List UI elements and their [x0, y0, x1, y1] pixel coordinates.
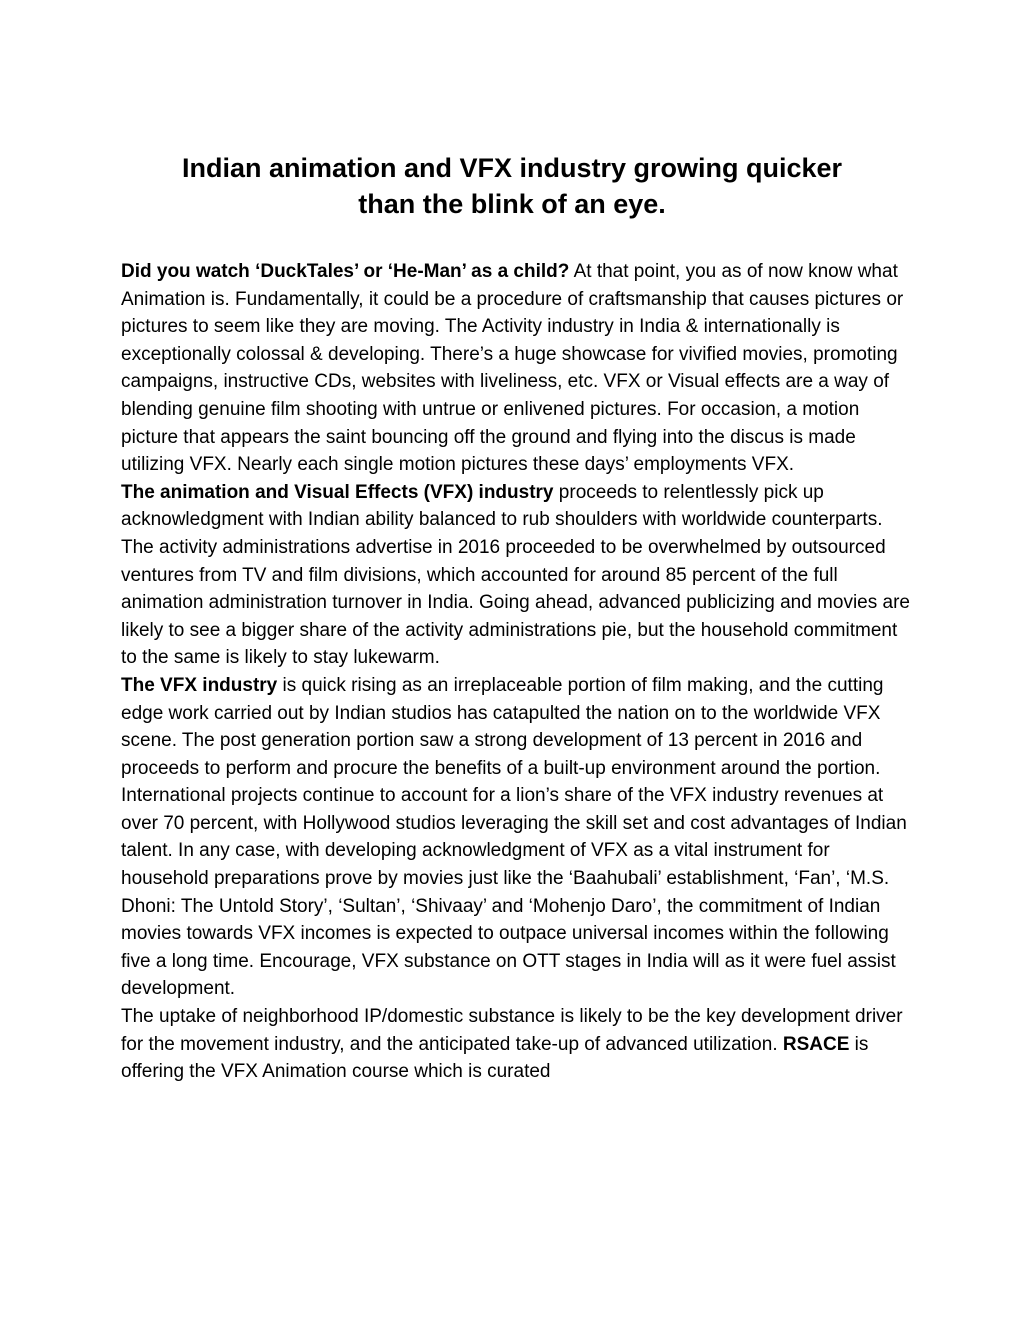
paragraph-intro	[121, 258, 911, 479]
paragraph-lead: The VFX industry	[121, 674, 278, 696]
document-title	[120, 150, 904, 222]
rsace-name: RSACE	[782, 1033, 850, 1055]
paragraph-lead: The animation and Visual Effects (VFX) industry	[121, 481, 554, 503]
paragraph-text: proceeds to relentlessly pick up acknowledgment with Indian ability balanced to rub shoulders with worldwide counterparts. The activity administrations advertise in 2016 proceeded to be overwhelmed by outsourced ventures from TV and film divisions, which accounted for around 85 percent of the full animation administration turnover in India. Going ahead, advanced publicizing and movies are likely to see a bigger share of the activity administrations pie, but the household commitment to the same is likely to stay lukewarm.	[121, 481, 910, 669]
title-line-1: Indian animation and VFX industry growing quicker	[181, 153, 843, 183]
paragraph-text: At that point, you as of now know what Animation is. Fundamentally, it could be a procedure of craftsmanship that causes pictures or pictures to seem like they are moving. The Activity industry in India & internationally is exceptionally colossal & developing. There’s a huge showcase for vivified movies, promoting campaigns, instructive CDs, websites with liveliness, etc. VFX or Visual effects are a way of blending genuine film shooting with untrue or enlivened pictures. For occasion, a motion picture that appears the saint bouncing off the ground and flying into the discus is made utilizing VFX. Nearly each single motion pictures these days’ employments VFX.	[121, 261, 904, 476]
paragraph-lead: Did you watch ‘DuckTales’ or ‘He-Man’ as a child?	[121, 261, 570, 282]
paragraph-text: is quick rising as an irreplaceable portion of film making, and the cutting edge work carried out by Indian studios has catapulted the nation on to the worldwide VFX scene. The post generation portion saw a strong development of 13 percent in 2016 and proceeds to perform and procure the benefits of a built-up environment around the portion. International projects continue to account for a lion’s share of the VFX industry revenues at over 70 percent, with Hollywood studios leveraging the skill set and cost advantages of Indian talent. In any case, with developing acknowledgment of VFX as a vital instrument for household preparations prove by movies just like the ‘Baahubali’ establishment, ‘Fan’, ‘M.S. Dhoni: The Untold Story’, ‘Sultan’, ‘Shivaay’ and ‘Mohenjo Daro’, the commitment of Indian movies towards VFX incomes is expected to outpace universal incomes within the following five a long time. Encourage, VFX substance on OTT stages in India will as it were fuel assist development.	[121, 674, 907, 1000]
title-line-2: than the blink of an eye.	[358, 189, 666, 219]
paragraph-uptake	[121, 1003, 911, 1086]
document-body	[121, 258, 911, 1086]
paragraph-vfx-industry	[121, 672, 911, 1003]
paragraph-animation-vfx	[121, 479, 911, 672]
paragraph-text: The uptake of neighborhood IP/domestic substance is likely to be the key development driver for the movement industry, and the anticipated take-up of advanced utilization.	[121, 1006, 903, 1055]
paragraph-text: is offering the VFX Animation course which is curated	[121, 1033, 869, 1083]
